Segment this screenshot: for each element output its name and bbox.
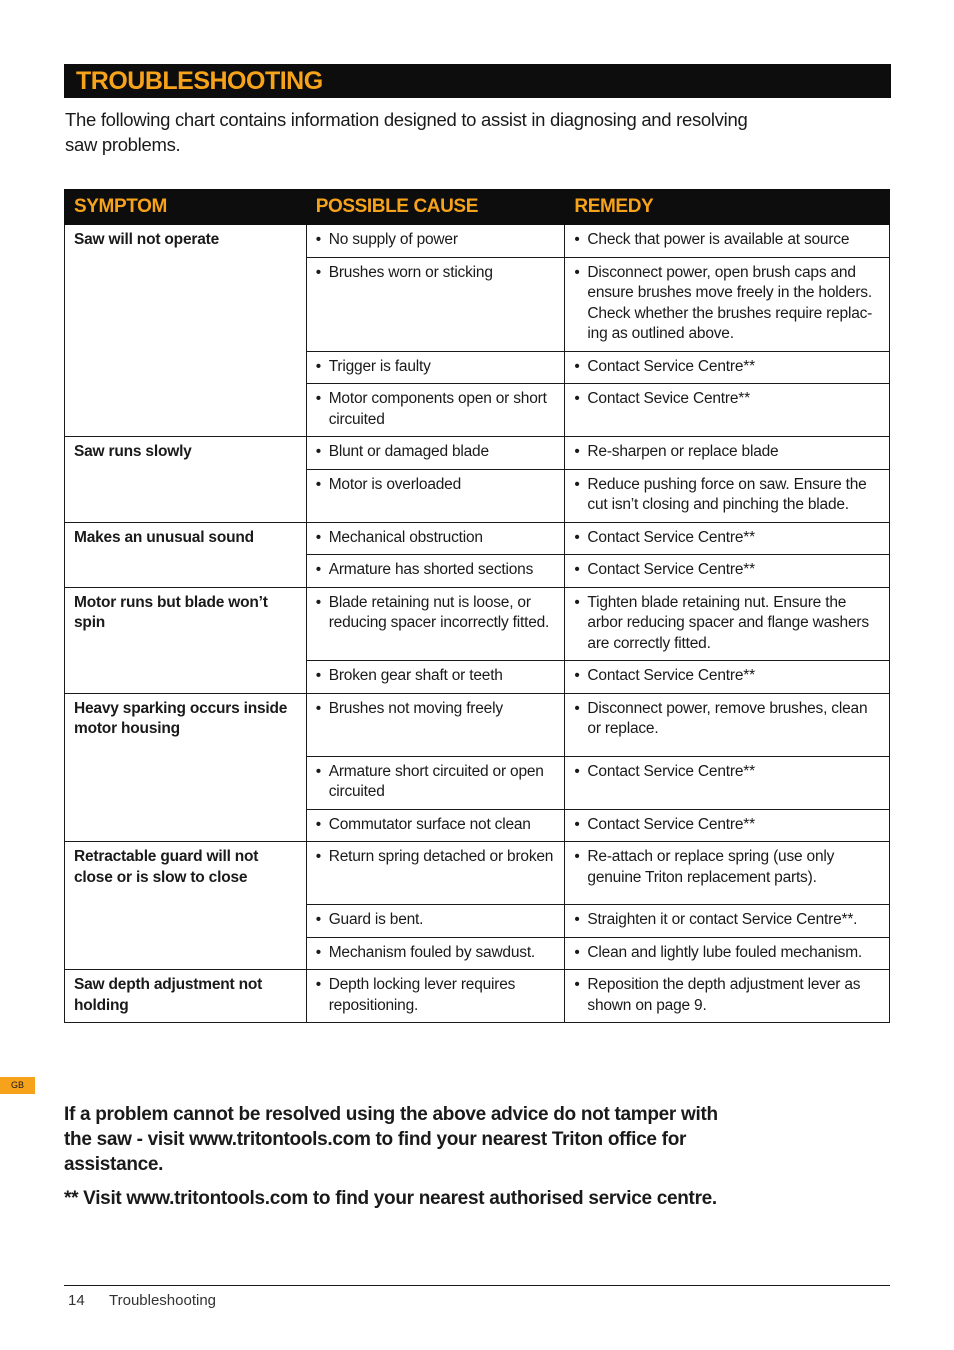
- cause-text: • Blunt or damaged blade: [316, 442, 557, 463]
- remedy-cell: [565, 587, 890, 661]
- symptom-cell: Makes an unusual sound: [65, 522, 307, 587]
- remedy-text: • Contact Sevice Centre**: [574, 389, 881, 410]
- footer-divider: [64, 1285, 890, 1286]
- cause-text: • Blade retaining nut is loose, or reducing spacer incorrectly fitted.: [316, 593, 557, 634]
- remedy-cell: [565, 225, 890, 258]
- remedy-text: • Contact Service Centre**: [574, 762, 881, 783]
- symptom-cell: Heavy sparking occurs inside motor housing: [65, 693, 307, 842]
- cause-cell: [306, 905, 565, 938]
- cause-cell: [306, 809, 565, 842]
- troubleshooting-table: [64, 189, 890, 1023]
- remedy-text: • Clean and lightly lube fouled mechanism.: [574, 943, 881, 964]
- cause-cell: [306, 842, 565, 905]
- footer-section: Troubleshooting: [109, 1292, 217, 1309]
- cause-cell: [306, 587, 565, 661]
- cause-cell: [306, 522, 565, 555]
- remedy-cell: [565, 469, 890, 522]
- remedy-cell: [565, 661, 890, 694]
- title-bar: [64, 64, 891, 98]
- cause-text: • Return spring detached or broken: [316, 847, 557, 868]
- table-row: [65, 522, 890, 555]
- remedy-cell: [565, 970, 890, 1023]
- header-possible-cause: POSSIBLE CAUSE: [306, 190, 565, 225]
- remedy-text: • Disconnect power, open brush caps and ensure brushes move freely in the holders. Check whether the brushes require replac-ing as outlined above.: [574, 263, 881, 345]
- table-row: [65, 437, 890, 470]
- cause-cell: [306, 437, 565, 470]
- assistance-note: If a problem cannot be resolved using the above advice do not tamper with the saw - visit www.tritontools.com to find your nearest Triton office for assistance.: [64, 1104, 718, 1175]
- cause-text: • Guard is bent.: [316, 910, 557, 931]
- cause-cell: [306, 225, 565, 258]
- remedy-cell: [565, 351, 890, 384]
- cause-text: • Mechanical obstruction: [316, 528, 557, 549]
- cause-cell: [306, 970, 565, 1023]
- table-row: [65, 693, 890, 756]
- service-note: ** Visit www.tritontools.com to find your nearest authorised service centre.: [64, 1188, 717, 1209]
- symptom-cell: Saw runs slowly: [65, 437, 307, 523]
- cause-text: • Depth locking lever requires repositioning.: [316, 975, 557, 1016]
- cause-cell: [306, 384, 565, 437]
- remedy-text: • Contact Service Centre**: [574, 666, 881, 687]
- remedy-text: • Disconnect power, remove brushes, clean or replace.: [574, 699, 881, 740]
- remedy-cell: [565, 693, 890, 756]
- header-symptom: SYMPTOM: [65, 190, 307, 225]
- cause-cell: [306, 693, 565, 756]
- cause-text: • Broken gear shaft or teeth: [316, 666, 557, 687]
- remedy-text: • Contact Service Centre**: [574, 528, 881, 549]
- symptom-cell: Retractable guard will not close or is slow to close: [65, 842, 307, 970]
- remedy-text: • Reduce pushing force on saw. Ensure the cut isn’t closing and pinching the blade.: [574, 475, 881, 516]
- remedy-text: • Straighten it or contact Service Centre**.: [574, 910, 881, 931]
- remedy-cell: [565, 756, 890, 809]
- remedy-cell: [565, 905, 890, 938]
- header-remedy: REMEDY: [565, 190, 890, 225]
- remedy-text: • Re-attach or replace spring (use only genuine Triton replacement parts).: [574, 847, 881, 888]
- cause-cell: [306, 257, 565, 351]
- remedy-cell: [565, 437, 890, 470]
- table-row: [65, 587, 890, 661]
- cause-text: • Armature has shorted sections: [316, 560, 557, 581]
- cause-cell: [306, 661, 565, 694]
- remedy-text: • Tighten blade retaining nut. Ensure the arbor reducing spacer and flange washers are correctly fitted.: [574, 593, 881, 655]
- table-row: [65, 225, 890, 258]
- cause-text: • Trigger is faulty: [316, 357, 557, 378]
- table-header-row: [65, 190, 890, 225]
- cause-text: • Brushes not moving freely: [316, 699, 557, 720]
- symptom-cell: Saw will not operate: [65, 225, 307, 437]
- cause-text: • Brushes worn or sticking: [316, 263, 557, 284]
- cause-cell: [306, 756, 565, 809]
- remedy-text: • Reposition the depth adjustment lever as shown on page 9.: [574, 975, 881, 1016]
- remedy-cell: [565, 522, 890, 555]
- cause-text: • Commutator surface not clean: [316, 815, 557, 836]
- cause-text: • No supply of power: [316, 230, 557, 251]
- remedy-cell: [565, 809, 890, 842]
- cause-text: • Motor is overloaded: [316, 475, 557, 496]
- page-footer: [68, 1291, 216, 1311]
- cause-text: • Mechanism fouled by sawdust.: [316, 943, 557, 964]
- language-tab: GB: [0, 1077, 35, 1094]
- remedy-text: • Contact Service Centre**: [574, 357, 881, 378]
- remedy-text: • Contact Service Centre**: [574, 815, 881, 836]
- remedy-cell: [565, 937, 890, 970]
- table-row: [65, 842, 890, 905]
- symptom-cell: Saw depth adjustment not holding: [65, 970, 307, 1023]
- cause-cell: [306, 469, 565, 522]
- cause-text: • Motor components open or short circuited: [316, 389, 557, 430]
- page-number: 14: [68, 1292, 85, 1309]
- intro-text: The following chart contains information designed to assist in diagnosing and resolving saw problems.: [65, 109, 748, 155]
- table-row: [65, 970, 890, 1023]
- remedy-text: • Check that power is available at source: [574, 230, 881, 251]
- remedy-cell: [565, 555, 890, 588]
- cause-cell: [306, 351, 565, 384]
- table-body: [65, 225, 890, 1023]
- remedy-cell: [565, 257, 890, 351]
- remedy-cell: [565, 842, 890, 905]
- page-title: TROUBLESHOOTING: [76, 67, 323, 95]
- remedy-text: • Contact Service Centre**: [574, 560, 881, 581]
- remedy-text: • Re-sharpen or replace blade: [574, 442, 881, 463]
- remedy-cell: [565, 384, 890, 437]
- cause-text: • Armature short circuited or open circuited: [316, 762, 557, 803]
- symptom-cell: Motor runs but blade won’t spin: [65, 587, 307, 693]
- cause-cell: [306, 555, 565, 588]
- cause-cell: [306, 937, 565, 970]
